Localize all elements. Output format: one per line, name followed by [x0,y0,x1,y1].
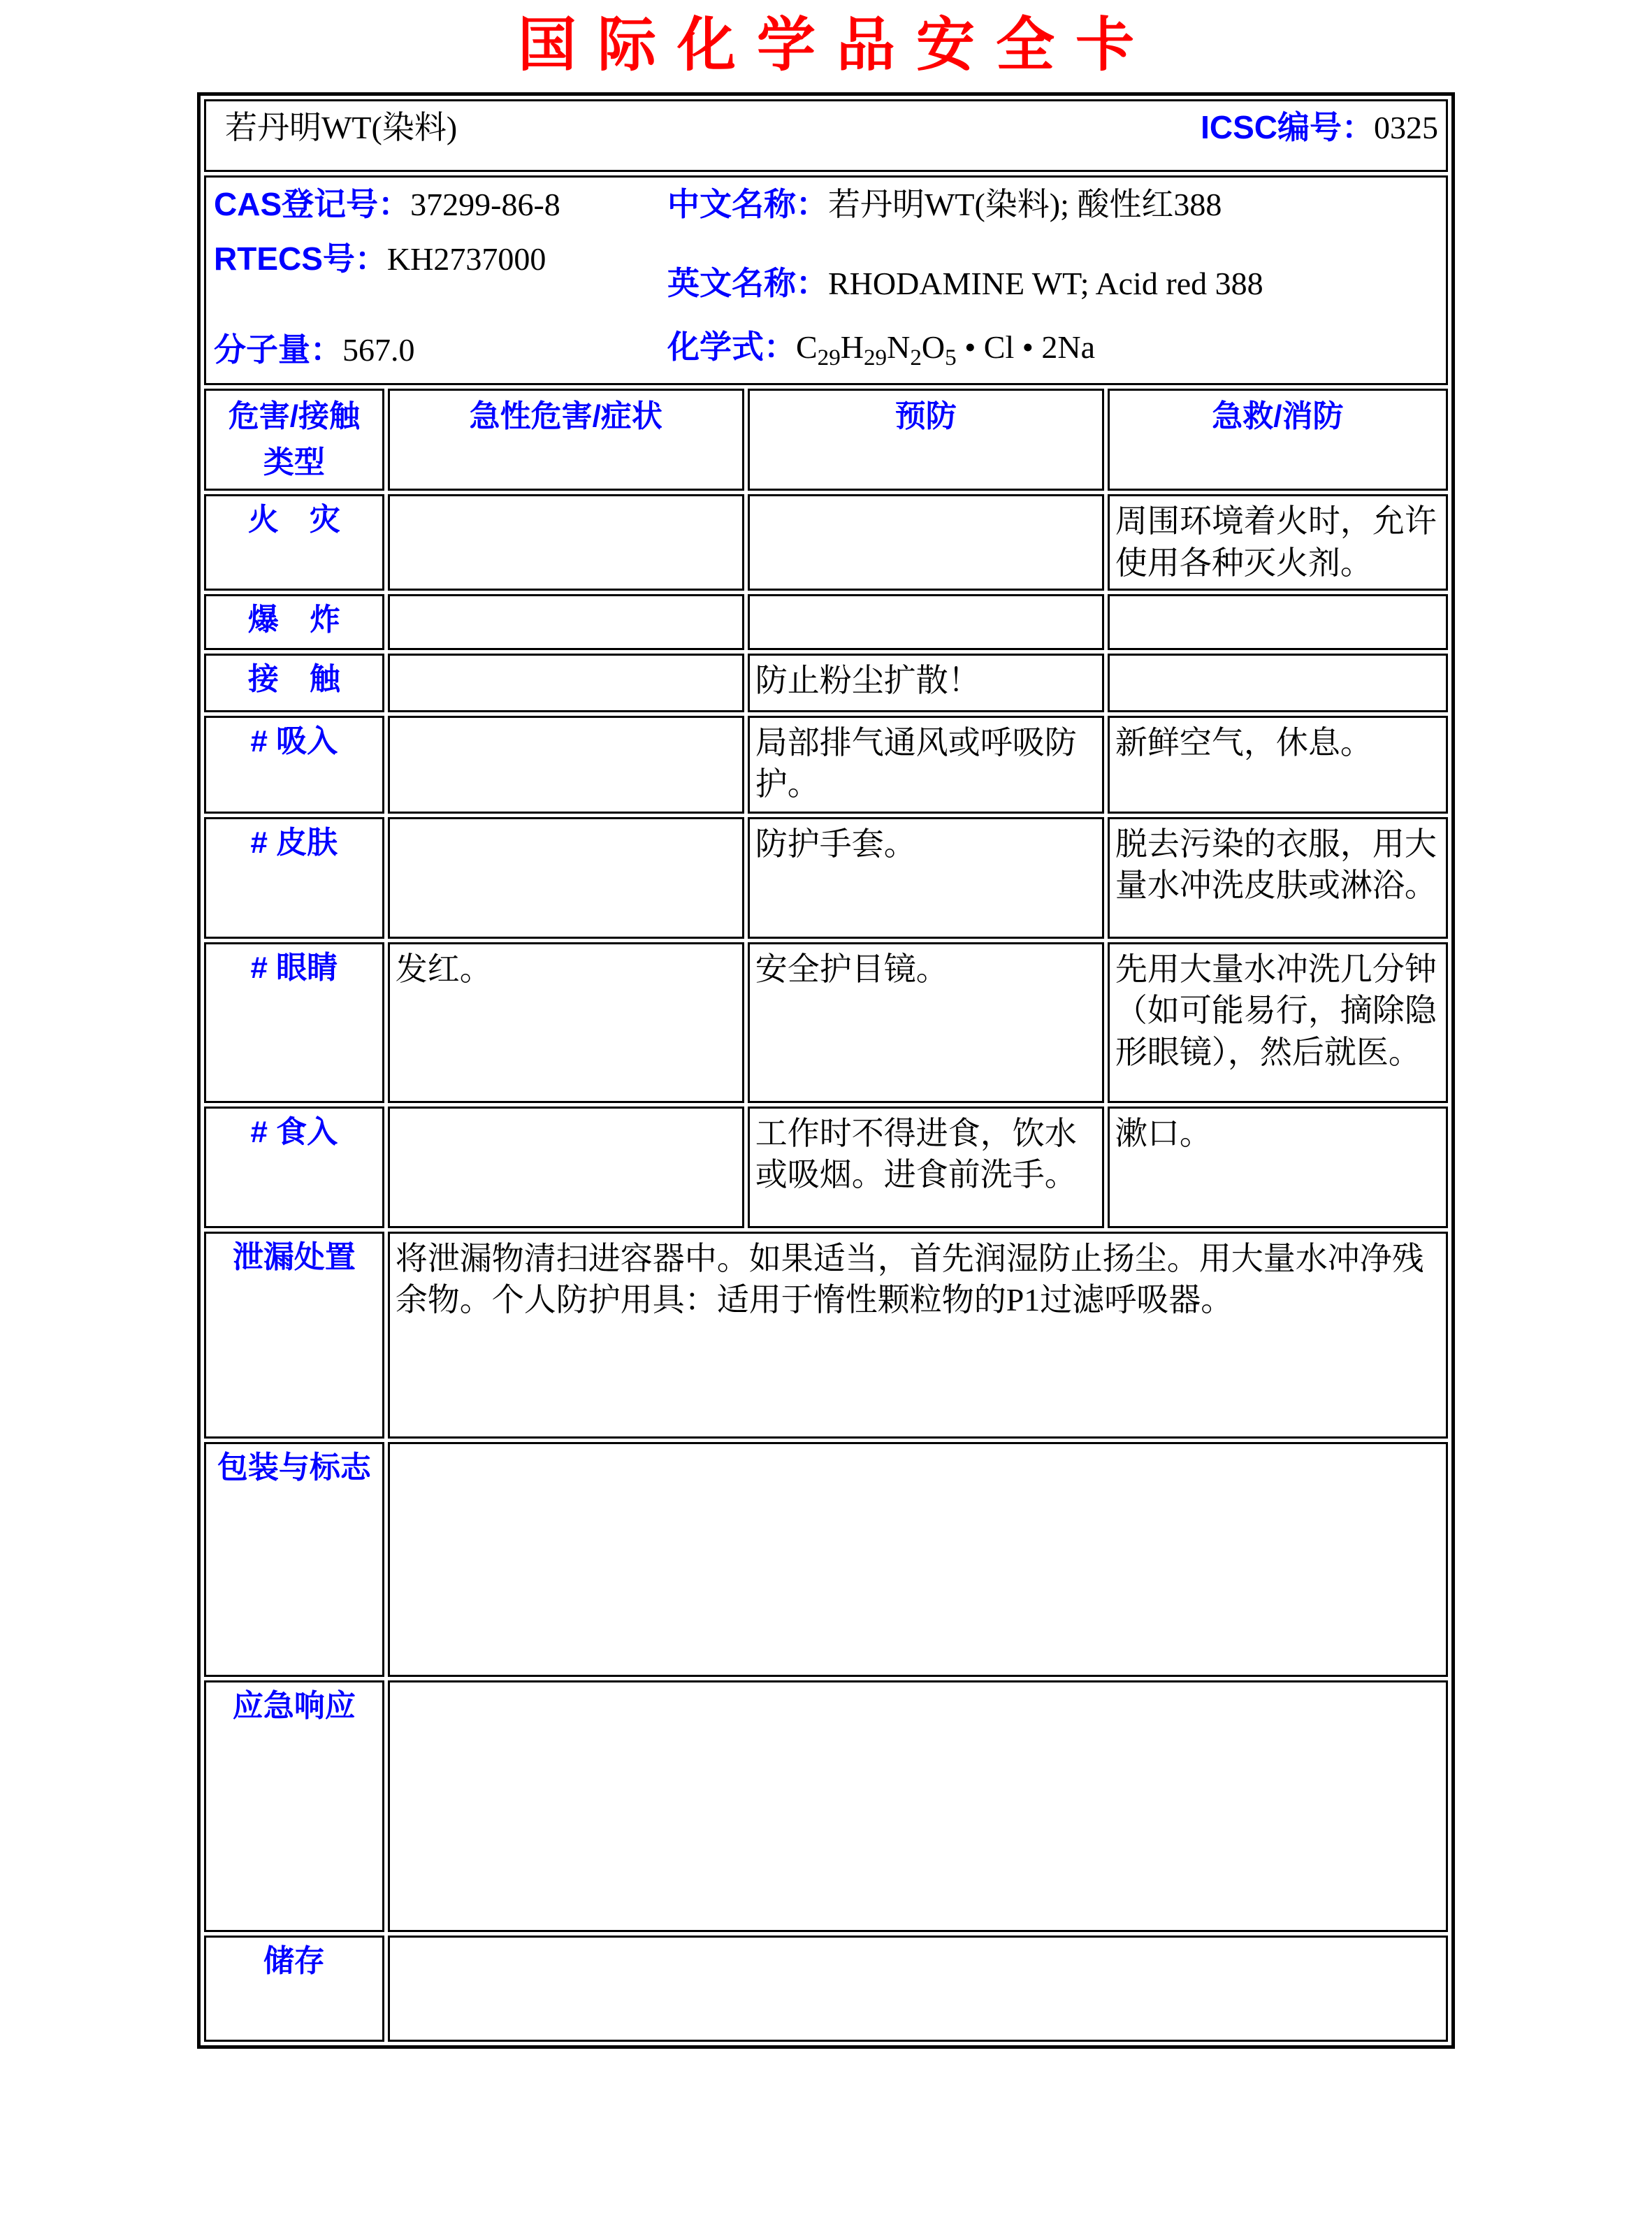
cell-prevention: 安全护目镜。 [748,942,1104,1103]
molecular-weight-line [214,331,667,369]
table-row-inhalation [204,716,1448,814]
cell-prevention: 工作时不得进食，饮水或吸烟。进食前洗手。 [748,1107,1104,1228]
cell-symptoms [388,1107,744,1228]
cas-number-label: CAS登记号： [214,186,411,222]
table-row-skin [204,817,1448,939]
rtecs-number-label: RTECS号： [214,240,387,277]
row-label: 应急响应 [204,1680,384,1932]
cell-symptoms: 发红。 [388,942,744,1103]
page-title: 国际化学品安全卡 [517,12,1155,78]
cell-response [1108,654,1448,712]
chinese-name-label: 中文名称： [667,186,828,222]
cell-response: 新鲜空气，休息。 [1108,716,1448,814]
cell-response [1108,594,1448,650]
row-label: # 皮肤 [204,817,384,939]
chemical-formula-label: 化学式： [667,329,796,365]
row-label: # 眼睛 [204,942,384,1103]
rtecs-number-line [214,240,667,278]
table-row-exposure [204,654,1448,712]
table-row-spillage-disposal [204,1232,1448,1439]
cell-content: 将泄漏物清扫进容器中。如果适当，首先润湿防止扬尘。用大量水冲净残余物。个人防护用具：适用于惰性颗粒物的P1过滤呼吸器。 [388,1232,1448,1439]
cell-response: 漱口。 [1108,1107,1448,1228]
cell-symptoms [388,654,744,712]
table-row-emergency-response [204,1680,1448,1932]
cell-prevention: 局部排气通风或呼吸防护。 [748,716,1104,814]
cell-prevention: 防护手套。 [748,817,1104,939]
molecular-weight-label: 分子量： [214,331,342,368]
chemical-formula-line [667,328,1440,372]
row-label: 接 触 [204,654,384,712]
english-name-line [667,264,1440,303]
cell-content [388,1936,1448,2042]
cell-prevention [748,494,1104,591]
row-label: # 吸入 [204,716,384,814]
table-row-packaging-labelling [204,1442,1448,1677]
molecular-weight-value: 567.0 [342,331,415,368]
cell-prevention [748,594,1104,650]
chinese-name-value: 若丹明WT(染料); 酸性红388 [827,187,1222,222]
identifiers-row [204,175,1448,385]
header-firstaid-firefighting: 急救/消防 [1108,389,1448,491]
row-label: 储存 [204,1936,384,2042]
chemical-formula-value: $C_{29}H_{29}N_2O_5$ • Cl • 2Na [795,329,1096,371]
cas-number-line [214,185,667,224]
row-label: 泄漏处置 [204,1232,384,1439]
cell-prevention: 防止粉尘扩散！ [748,654,1104,712]
cell-symptoms [388,594,744,650]
cas-number-value: 37299-86-8 [410,187,560,222]
icsc-number-label: ICSC编号： [1201,109,1374,145]
chinese-name-line [667,185,1440,224]
icsc-number-group [1201,102,1438,148]
hazard-table-header-row [204,389,1448,491]
icsc-number-value: 0325 [1374,110,1438,145]
cell-response: 脱去污染的衣服，用大量水冲洗皮肤或淋浴。 [1108,817,1448,939]
table-row-eyes [204,942,1448,1103]
english-name-label: 英文名称： [667,265,828,302]
row-label: 火 灾 [204,494,384,591]
cell-response: 先用大量水冲洗几分钟（如可能易行，摘除隐形眼镜），然后就医。 [1108,942,1448,1103]
table-row-ingestion [204,1107,1448,1228]
header-hazard-type: 危害/接触类型 [204,389,384,491]
header-prevention: 预防 [748,389,1104,491]
row-label: 包装与标志 [204,1442,384,1677]
row-label: 爆 炸 [204,594,384,650]
cell-symptoms [388,494,744,591]
cell-symptoms [388,817,744,939]
header-acute-symptoms: 急性危害/症状 [388,389,744,491]
table-row-storage [204,1936,1448,2042]
english-name-value: RHODAMINE WT; Acid red 388 [827,266,1263,302]
table-row-fire [204,494,1448,591]
cell-response: 周围环境着火时，允许使用各种灭火剂。 [1108,494,1448,591]
card-header-row [204,99,1448,172]
table-row-explosion [204,594,1448,650]
row-label: # 食入 [204,1107,384,1228]
cell-content [388,1442,1448,1677]
cell-content [388,1680,1448,1932]
chemical-name: 若丹明WT(染料) [225,110,458,145]
cell-symptoms [388,716,744,814]
icsc-card [197,92,1455,2049]
rtecs-number-value: KH2737000 [386,241,546,277]
